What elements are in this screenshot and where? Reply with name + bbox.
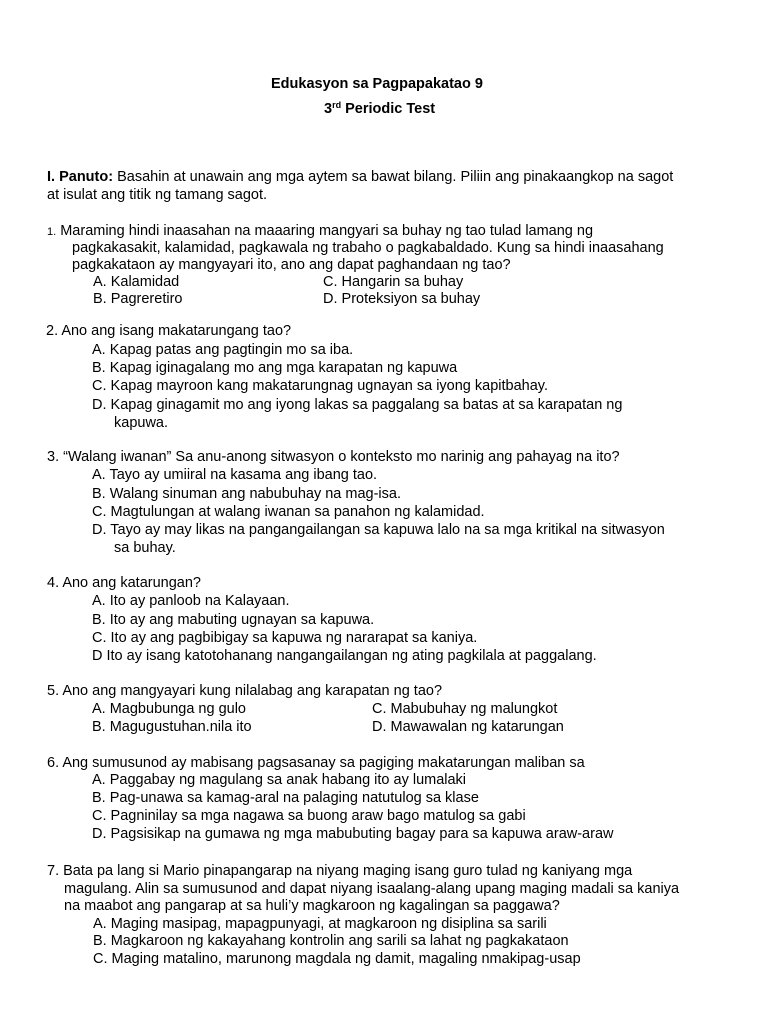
q4-stem: 4. Ano ang katarungan? <box>47 575 201 591</box>
q1-option-c: C. Hangarin sa buhay <box>323 274 464 290</box>
q6-option-b: B. Pag-unawa sa kamag-aral na palaging natutulog sa klase <box>92 790 479 806</box>
instructions-label: I. Panuto: <box>47 169 114 185</box>
subtitle-number: 3 <box>324 101 333 117</box>
q1-number: 1. <box>47 226 57 238</box>
q4-option-d: D Ito ay isang katotohanang nangangailangan ng ating pagkilala at paggalang. <box>92 648 597 664</box>
q7-option-b: B. Magkaroon ng kakayahang kontrolin ang sarili sa lahat ng pagkakataon <box>93 933 569 949</box>
q7-line3: na maabot ang pangarap at sa huli’y magkaroon ng kagalingan sa paggawa? <box>64 898 560 914</box>
q4-option-b: B. Ito ay ang mabuting ugnayan sa kapuwa. <box>92 612 375 628</box>
q1-line3: pagkakataon ay mangyayari ito, ano ang dapat paghandaan ng tao? <box>72 257 511 273</box>
q3-option-b: B. Walang sinuman ang nabubuhay na mag-isa. <box>92 486 401 502</box>
q1-option-a: A. Kalamidad <box>93 274 180 290</box>
q5-option-b: B. Magugustuhan.nila ito <box>92 719 252 735</box>
q5-stem: 5. Ano ang mangyayari kung nilalabag ang karapatan ng tao? <box>47 683 443 699</box>
q7-line1: 7. Bata pa lang si Mario pinapangarap na niyang maging isang guro tulad ng kaniyang mga <box>47 863 633 879</box>
instructions-line2: at isulat ang titik ng tamang sagot. <box>47 187 268 203</box>
q6-option-a: A. Paggabay ng magulang sa anak habang ito ay lumalaki <box>92 772 467 788</box>
q1-stem: Maraming hindi inaasahan na maaaring mangyari sa buhay ng tao tulad lamang ng <box>56 223 594 239</box>
q3-option-c: C. Magtulungan at walang iwanan sa panahon ng kalamidad. <box>92 504 485 520</box>
subtitle-text: Periodic Test <box>341 101 436 117</box>
instructions-line1 <box>47 168 673 186</box>
q6-option-d: D. Pagsisikap na gumawa ng mga mabubuting bagay para sa kapuwa araw-araw <box>92 826 614 842</box>
q1-option-d: D. Proteksiyon sa buhay <box>323 291 481 307</box>
q2-stem: 2. Ano ang isang makatarungang tao? <box>46 323 292 339</box>
q2-option-d: D. Kapag ginagamit mo ang iyong lakas sa paggalang sa batas at sa karapatan ng <box>92 397 623 413</box>
q2-option-d-cont: kapuwa. <box>114 415 169 431</box>
q5-option-d: D. Mawawalan ng katarungan <box>372 719 564 735</box>
q3-option-d-cont: sa buhay. <box>114 540 176 556</box>
q3-stem: 3. “Walang iwanan” Sa anu-anong sitwasyon o konteksto mo narinig ang pahayag na ito? <box>47 449 620 465</box>
subtitle-ordinal: rd <box>332 100 342 110</box>
q2-option-c: C. Kapag mayroon kang makatarungnag ugnayan sa iyong kapitbahay. <box>92 378 548 394</box>
instructions-text: Basahin at unawain ang mga aytem sa bawat bilang. Piliin ang pinakaangkop na sagot <box>113 169 674 185</box>
q6-stem: 6. Ang sumusunod ay mabisang pagsasanay sa pagiging makatarungan maliban sa <box>47 755 585 771</box>
q4-option-c: C. Ito ay ang pagbibigay sa kapuwa ng nararapat sa kaniya. <box>92 630 478 646</box>
q4-option-a: A. Ito ay panloob na Kalayaan. <box>92 593 290 609</box>
page-subtitle <box>324 100 435 118</box>
q5-option-c: C. Mabubuhay ng malungkot <box>372 701 558 717</box>
q6-option-c: C. Pagninilay sa mga nagawa sa buong araw bago matulog sa gabi <box>92 808 526 824</box>
q3-option-d: D. Tayo ay may likas na pangangailangan sa kapuwa lalo na sa mga kritikal na sitwasyon <box>92 522 665 538</box>
page-title: Edukasyon sa Pagpapakatao 9 <box>271 76 483 92</box>
q7-line2: magulang. Alin sa sumusunod and dapat niyang isaalang-alang upang maging madali sa kaniya <box>64 881 680 897</box>
q1-line2: pagkakasakit, kalamidad, pagkawala ng trabaho o pagkabaldado. Kung sa hindi inaasahang <box>72 240 664 256</box>
q3-option-a: A. Tayo ay umiiral na kasama ang ibang tao. <box>92 467 378 483</box>
q2-option-a: A. Kapag patas ang pagtingin mo sa iba. <box>92 342 354 358</box>
q1-option-b: B. Pagreretiro <box>93 291 183 307</box>
q2-option-b: B. Kapag iginagalang mo ang mga karapatan ng kapuwa <box>92 360 458 376</box>
q7-option-c: C. Maging matalino, marunong magdala ng damit, magaling nmakipag-usap <box>93 951 581 967</box>
q7-option-a: A. Maging masipag, mapagpunyagi, at magkaroon ng disiplina sa sarili <box>93 916 547 932</box>
q5-option-a: A. Magbubunga ng gulo <box>92 701 246 717</box>
